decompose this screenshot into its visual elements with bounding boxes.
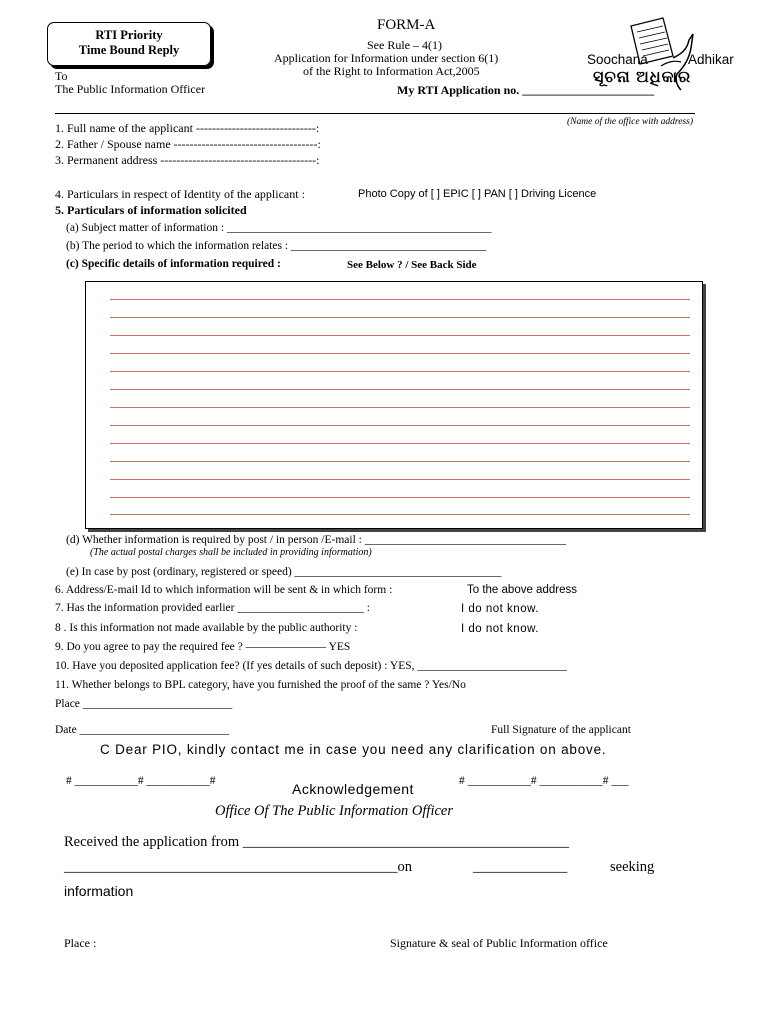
field-specific-details-label: (c) Specific details of information required : — [66, 258, 281, 270]
form-subtitle-2: of the Right to Information Act,2005 — [303, 64, 480, 78]
ack-signature-seal-label: Signature & seal of Public Information office — [390, 936, 608, 950]
badge-line-2: Time Bound Reply — [78, 43, 180, 57]
ack-date-line[interactable]: _____________ — [473, 859, 568, 875]
rule-reference: See Rule – 4(1) — [367, 38, 442, 52]
field-place[interactable]: Place __________________________ — [55, 698, 233, 710]
acknowledgement-title: Acknowledgement — [292, 781, 414, 797]
field-period[interactable]: (b) The period to which the information relates : __________________________________ — [66, 240, 487, 252]
application-number-field[interactable]: My RTI Application no. ______________________ — [397, 83, 655, 97]
field-full-name[interactable]: 1. Full name of the applicant ------------------------------: — [55, 121, 320, 135]
postal-charges-note: (The actual postal charges shall be included in providing information) — [90, 547, 372, 558]
writing-line — [110, 371, 690, 372]
office-address-note: (Name of the office with address) — [567, 117, 694, 127]
field-not-available-label: 8 . Is this information not made available by the public authority : — [55, 622, 358, 634]
logo-text-soochana: Soochana — [587, 52, 648, 67]
ack-place-label: Place : — [64, 936, 97, 950]
office-address-line[interactable] — [55, 113, 695, 114]
form-title: FORM-A — [377, 17, 436, 33]
field-provided-earlier-label: 7. Has the information provided earlier ______________________ : — [55, 602, 370, 614]
field-delivery-mode[interactable]: (d) Whether information is required by post / in person /E-mail : ___________________________________ — [66, 534, 566, 546]
ack-information-label: information — [64, 883, 134, 899]
information-details-box[interactable] — [85, 281, 703, 529]
writing-line — [110, 443, 690, 444]
field-agree-fee[interactable]: 9. Do you agree to pay the required fee ? ——————— YES — [55, 641, 351, 653]
writing-line — [110, 389, 690, 390]
pio-contact-note: C Dear PIO, kindly contact me in case you need any clarification on above. — [100, 742, 607, 757]
specific-details-reference: See Below ? / See Back Side — [347, 259, 477, 271]
field-date[interactable]: Date __________________________ — [55, 724, 230, 736]
field-father-spouse-name[interactable]: 2. Father / Spouse name ------------------------------------: — [55, 137, 321, 151]
writing-line — [110, 335, 690, 336]
ack-received-from[interactable]: Received the application from _____________________________________________ — [64, 834, 570, 850]
address-email-value[interactable]: To the above address — [467, 584, 577, 596]
section-particulars-heading: 5. Particulars of information solicited — [55, 203, 247, 217]
ack-office-title: Office Of The Public Information Officer — [215, 803, 454, 819]
writing-line — [110, 317, 690, 318]
badge-line-1: RTI Priority — [95, 28, 163, 42]
ack-right-marks: # ___________# ___________# ___ — [459, 775, 629, 787]
field-address-email-label: 6. Address/E-mail Id to which information will be sent & in which form : — [55, 584, 393, 596]
field-bpl-category[interactable]: 11. Whether belongs to BPL category, have you furnished the proof of the same ? Yes/No — [55, 679, 466, 691]
logo-text-odia: ସୂଚନା ଅଧିକାର — [593, 69, 692, 86]
not-available-value[interactable]: I do not know. — [461, 623, 539, 635]
writing-line — [110, 514, 690, 515]
writing-line — [110, 353, 690, 354]
field-subject-matter[interactable]: (a) Subject matter of information : ______________________________________________ — [66, 222, 492, 234]
writing-line — [110, 407, 690, 408]
soochana-adhikar-logo — [585, 14, 765, 96]
writing-line — [110, 425, 690, 426]
writing-line — [110, 299, 690, 300]
ack-left-marks: # ___________# ___________# — [66, 775, 216, 787]
form-subtitle-1: Application for Information under section 6(1) — [274, 51, 499, 65]
field-permanent-address[interactable]: 3. Permanent address ---------------------------------------: — [55, 153, 320, 167]
applicant-signature-label: Full Signature of the applicant — [491, 724, 631, 736]
rti-priority-badge — [47, 22, 211, 66]
provided-earlier-value[interactable]: I do not know. — [461, 603, 539, 615]
writing-line — [110, 461, 690, 462]
writing-line — [110, 479, 690, 480]
field-post-type[interactable]: (e) In case by post (ordinary, registered or speed) ____________________________________ — [66, 566, 502, 578]
writing-line — [110, 497, 690, 498]
field-fee-deposited[interactable]: 10. Have you deposited application fee? (If yes details of such deposit) : YES, __________________________ — [55, 660, 567, 672]
addressee-label: The Public Information Officer — [55, 82, 206, 96]
ack-applicant-line[interactable]: ______________________________________________on — [64, 859, 412, 875]
ack-seeking-label: seeking — [610, 859, 655, 875]
logo-text-adhikar: Adhikar — [688, 52, 734, 67]
to-label: To — [55, 69, 68, 83]
field-identity-label: 4. Particulars in respect of Identity of the applicant : — [55, 187, 305, 201]
identity-options[interactable]: Photo Copy of [ ] EPIC [ ] PAN [ ] Driving Licence — [358, 188, 597, 200]
